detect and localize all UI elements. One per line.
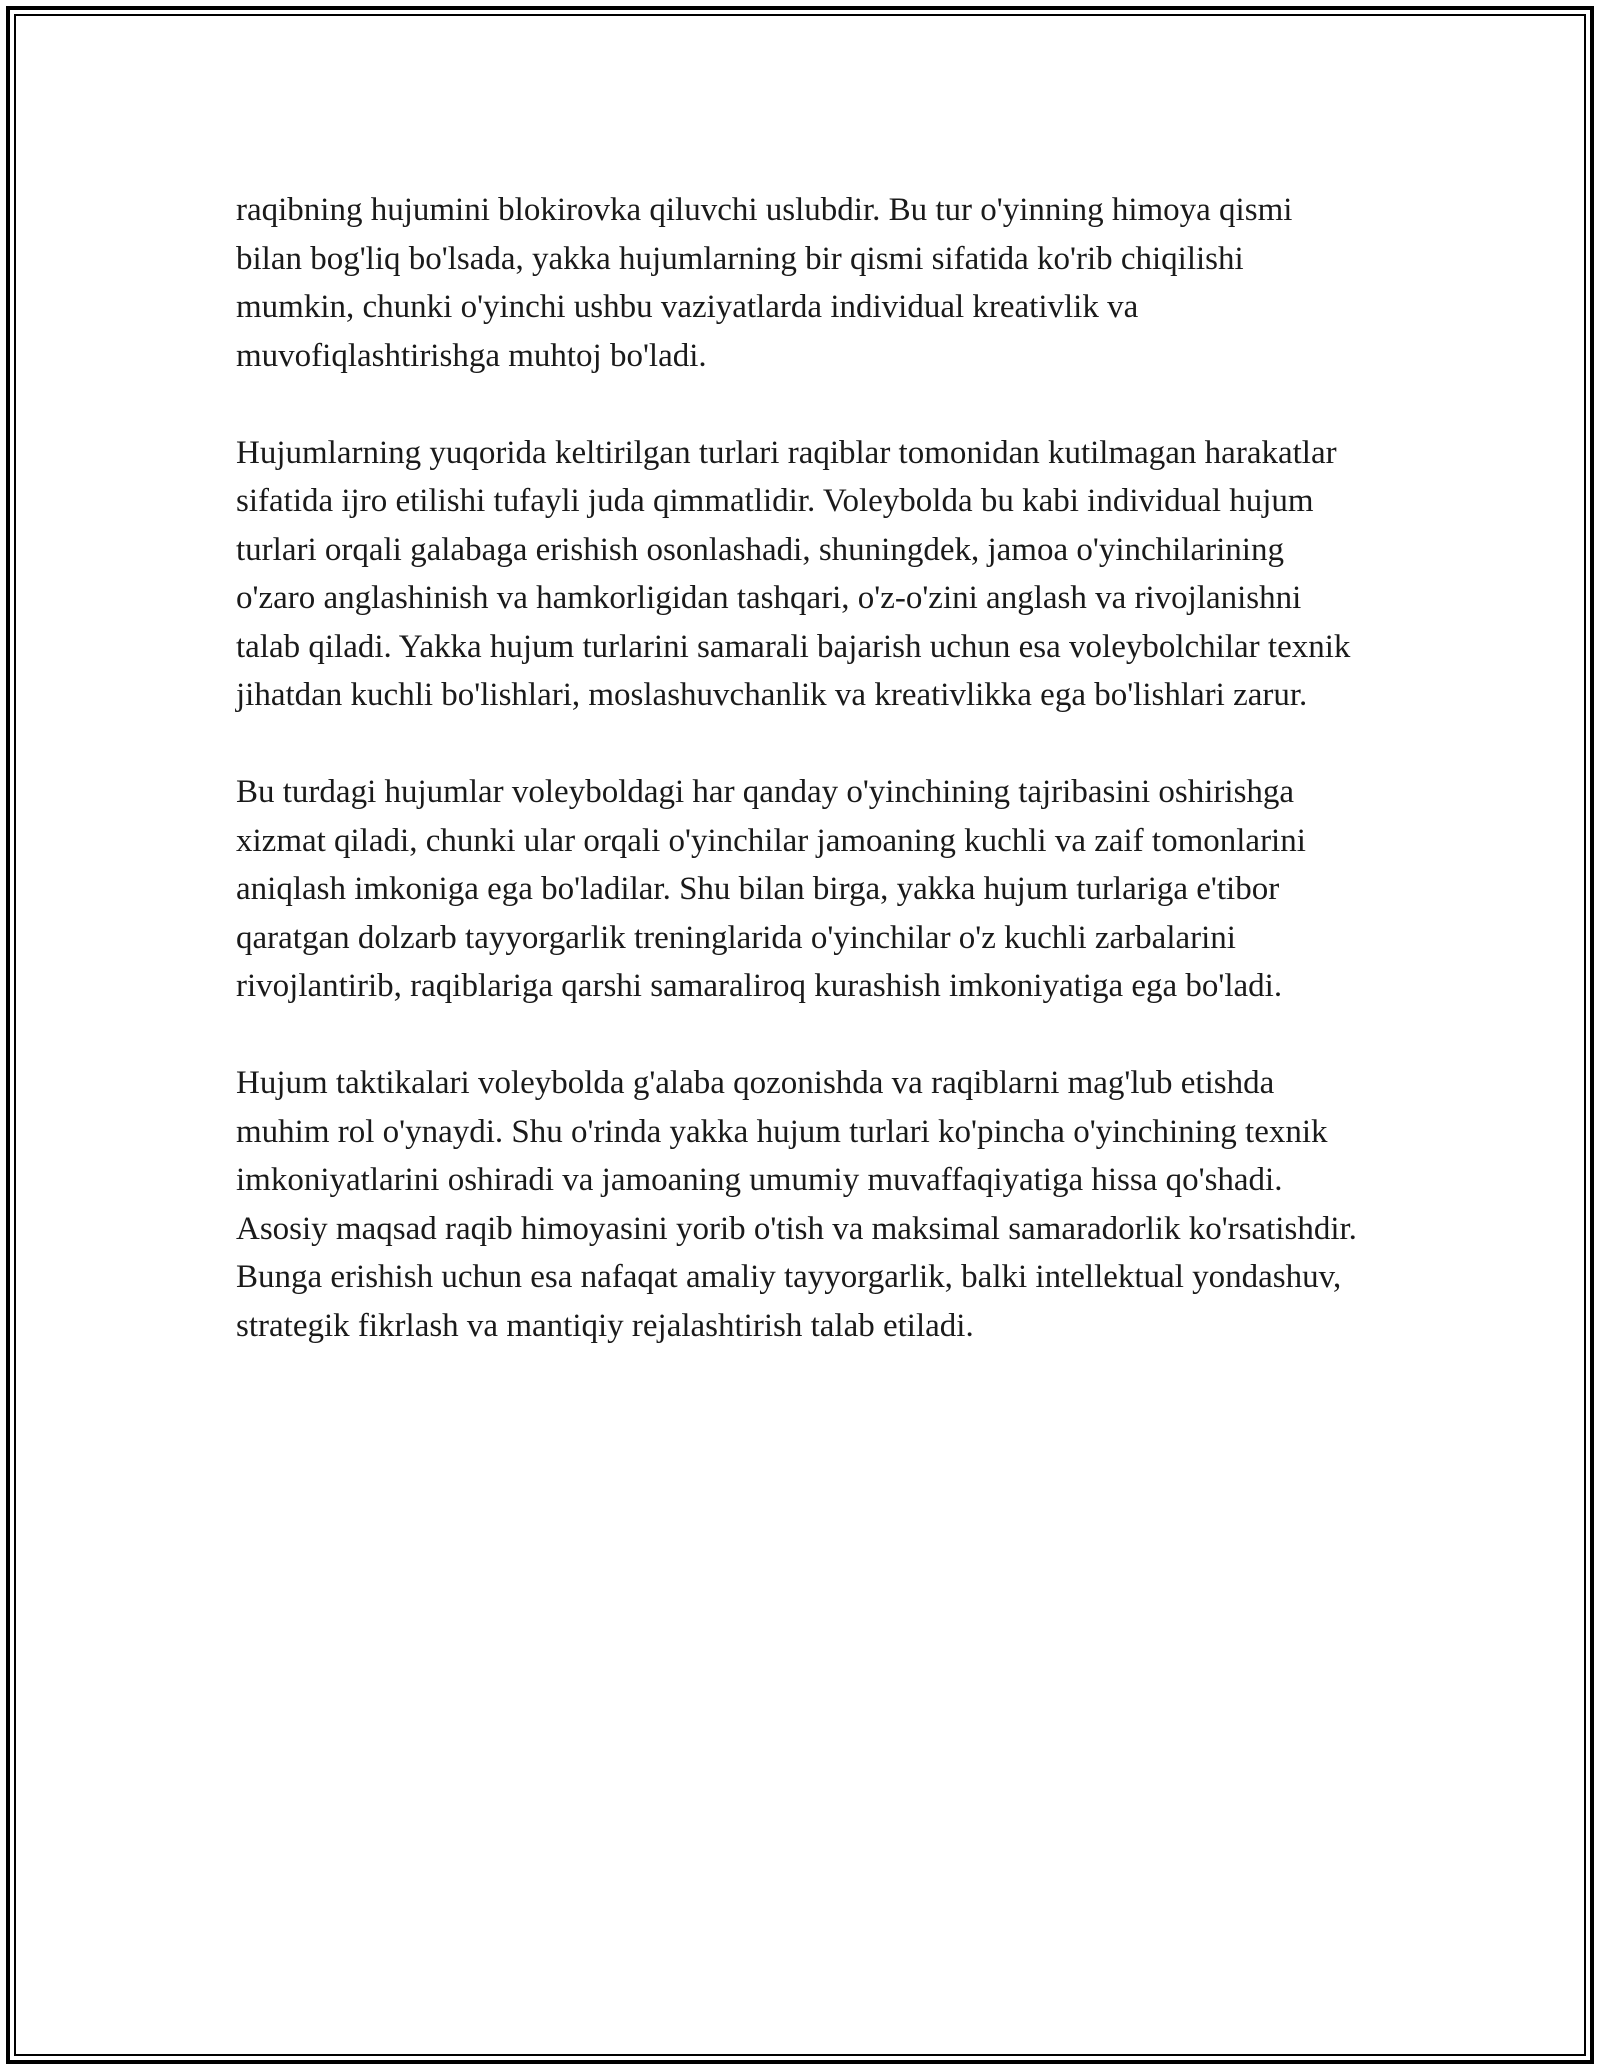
paragraph-3: Bu turdagi hujumlar voleyboldagi har qanday o'yinchining tajribasini oshirishga xizmat qiladi, chunki ular orqali o'yinchilar jamoaning kuchli va zaif tomonlarini aniqlash imkoniga ega bo'ladilar. Shu bilan birga, yakka hujum turlariga e'tibor qaratgan dolzarb tayyorgarlik treninglarida o'yinchilar o'z kuchli zarbalarini rivojlantirib, raqiblariga qarshi samaraliroq kurashish imkoniyatiga ega bo'ladi. [236,774,1306,1004]
paragraph-1: raqibning hujumini blokirovka qiluvchi uslubdir. Bu tur o'yinning himoya qismi bilan bog'liq bo'lsada, yakka hujumlarning bir qismi sifatida ko'rib chiqilishi mumkin, chunki o'yinchi ushbu vaziyatlarda individual kreativlik va muvofiqlashtirishga muhtoj bo'ladi. [236,192,1293,374]
paragraph-4: Hujum taktikalari voleybolda g'alaba qozonishda va raqiblarni mag'lub etishda muhim rol o'ynaydi. Shu o'rinda yakka hujum turlari ko'pincha o'yinchining texnik imkoniyatlarini oshiradi va jamoaning umumiy muvaffaqiyatiga hissa qo'shadi. Asosiy maqsad raqib himoyasini yorib o'tish va maksimal samaradorlik ko'rsatishdir. Bunga erishish uchun esa nafaqat amaliy tayyorgarlik, balki intellektual yondashuv, strategik fikrlash va mantiqiy rejalashtirish talab etiladi. [236,1065,1357,1344]
paragraph-2: Hujumlarning yuqorida keltirilgan turlari raqiblar tomonidan kutilmagan harakatlar sifatida ijro etilishi tufayli juda qimmatlidir. Voleybolda bu kabi individual hujum turlari orqali galabaga erishish osonlashadi, shuningdek, jamoa o'yinchilarining o'zaro anglashinish va hamkorligidan tashqari, o'z-o'zini anglash va rivojlanishni talab qiladi. Yakka hujum turlarini samarali bajarish uchun esa voleybolchilar texnik jihatdan kuchli bo'lishlari, moslashuvchanlik va kreativlikka ega bo'lishlari zarur. [236,434,1351,713]
document-body [236,186,1366,1399]
